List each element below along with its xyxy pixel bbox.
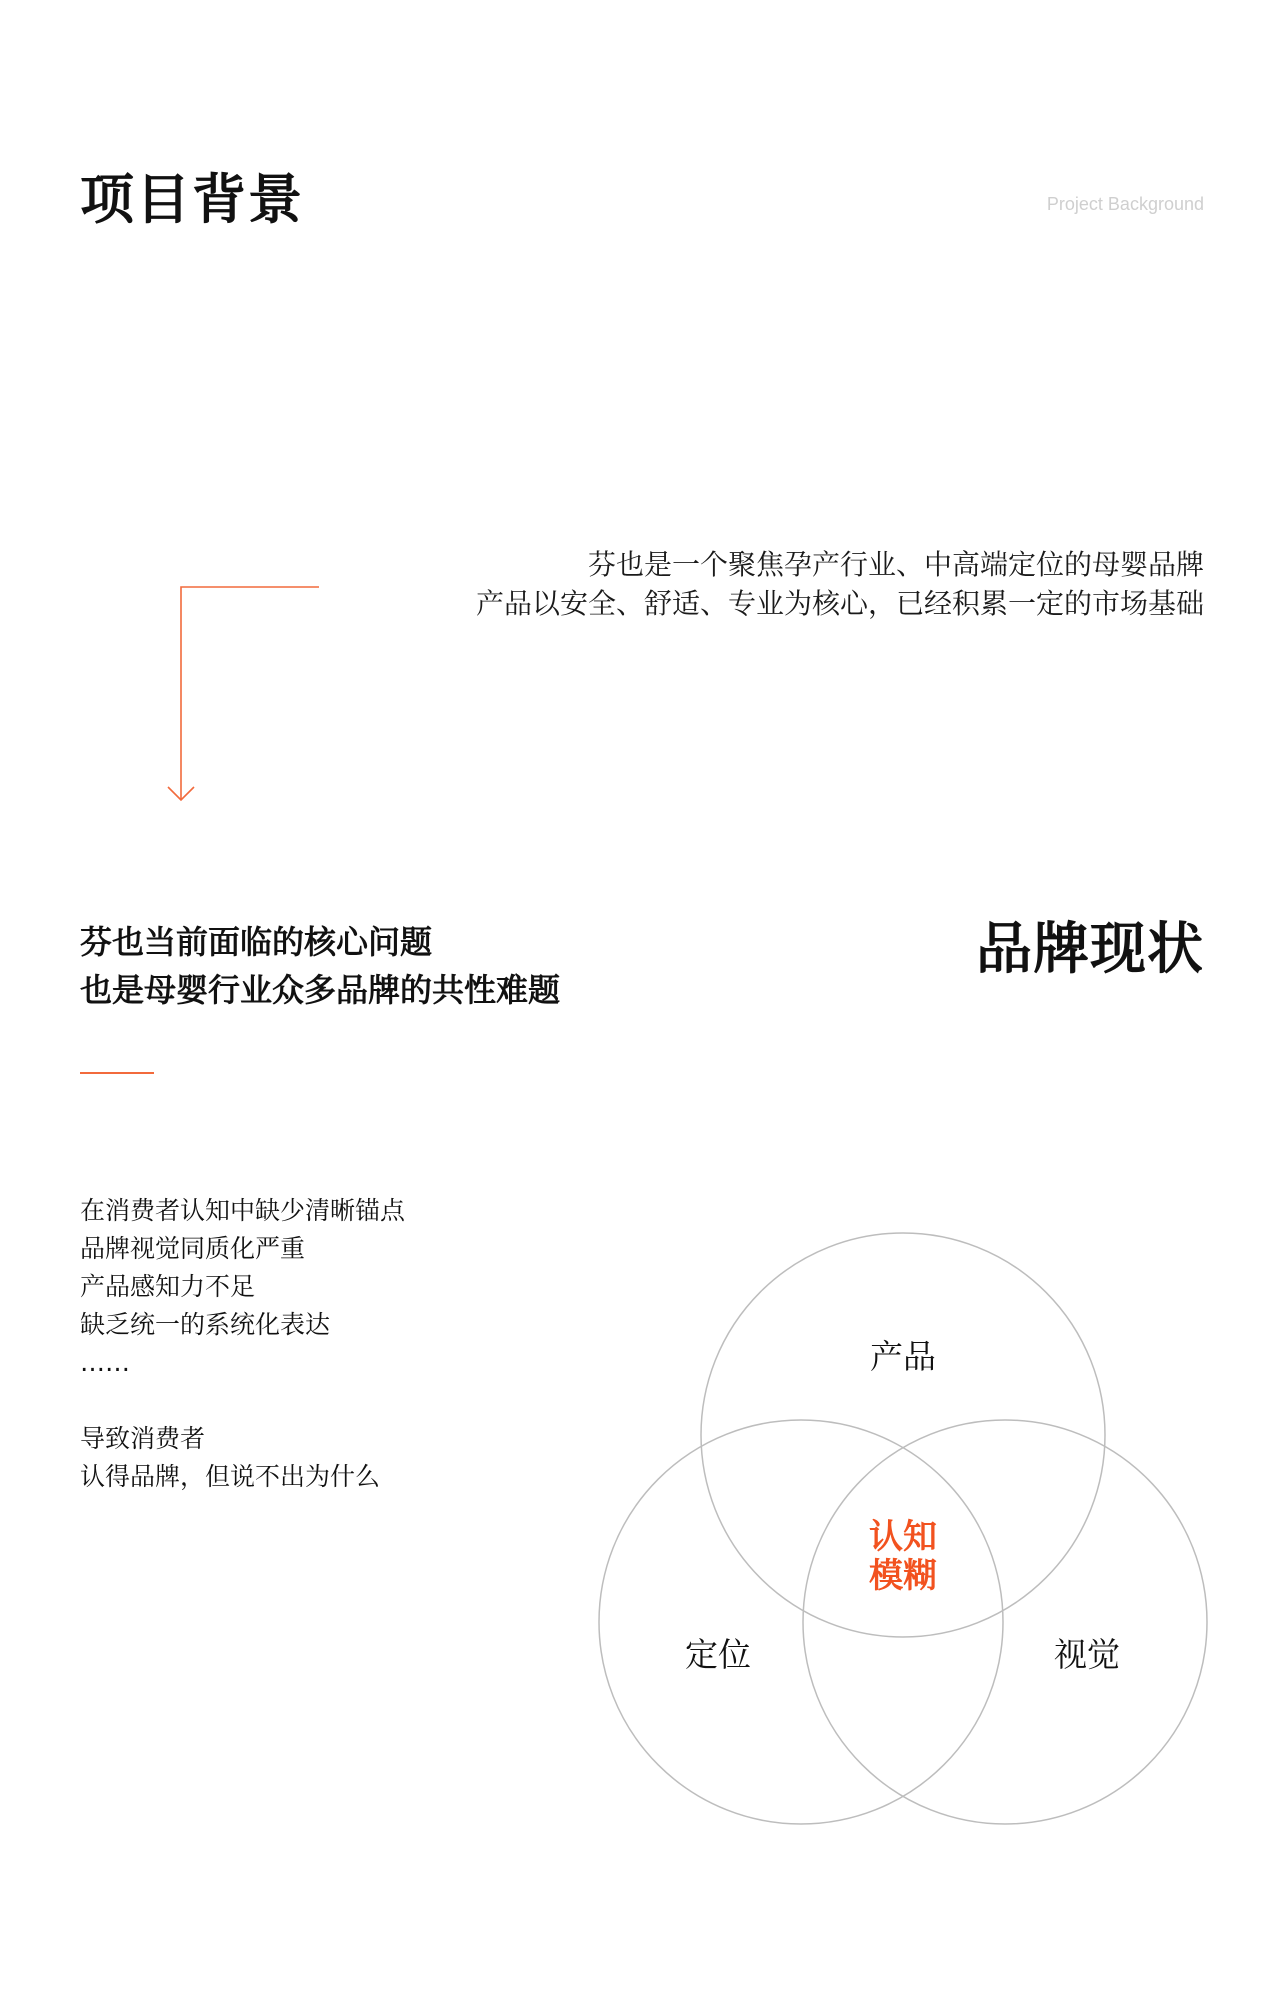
issue-list	[80, 1192, 405, 1496]
venn-circle-positioning	[599, 1420, 1003, 1824]
issue-ellipsis: ……	[80, 1348, 130, 1377]
venn-diagram	[590, 1230, 1230, 1850]
accent-divider	[80, 1072, 154, 1074]
problem-line-1: 芬也当前面临的核心问题	[80, 923, 433, 961]
page-title: 项目背景	[80, 168, 304, 231]
section-title-brand-status: 品牌现状	[976, 917, 1204, 982]
problem-line-2: 也是母婴行业众多品牌的共性难题	[80, 971, 561, 1009]
intro-line-2: 产品以安全、舒适、专业为核心，已经积累一定的市场基础	[475, 587, 1204, 620]
venn-center-line-1: 认知	[869, 1517, 937, 1557]
arrow-down-icon	[160, 580, 320, 810]
intro-paragraph	[304, 545, 1204, 623]
venn-label-visual: 视觉	[1054, 1635, 1120, 1674]
issue-item: 缺乏统一的系统化表达	[80, 1310, 331, 1339]
problem-statement	[80, 918, 560, 1014]
venn-center-line-2: 模糊	[869, 1556, 937, 1596]
result-line-2: 认得品牌，但说不出为什么	[80, 1462, 381, 1491]
intro-line-1: 芬也是一个聚焦孕产行业、中高端定位的母婴品牌	[587, 548, 1204, 581]
venn-label-product: 产品	[870, 1337, 936, 1376]
issue-item: 在消费者认知中缺少清晰锚点	[80, 1196, 406, 1225]
result-line-1: 导致消费者	[80, 1424, 206, 1453]
issue-item: 产品感知力不足	[80, 1272, 256, 1301]
venn-label-positioning: 定位	[685, 1635, 751, 1674]
issue-item: 品牌视觉同质化严重	[80, 1234, 306, 1263]
venn-circle-visual	[803, 1420, 1207, 1824]
page-subtitle-en: Project Background	[1046, 194, 1204, 214]
